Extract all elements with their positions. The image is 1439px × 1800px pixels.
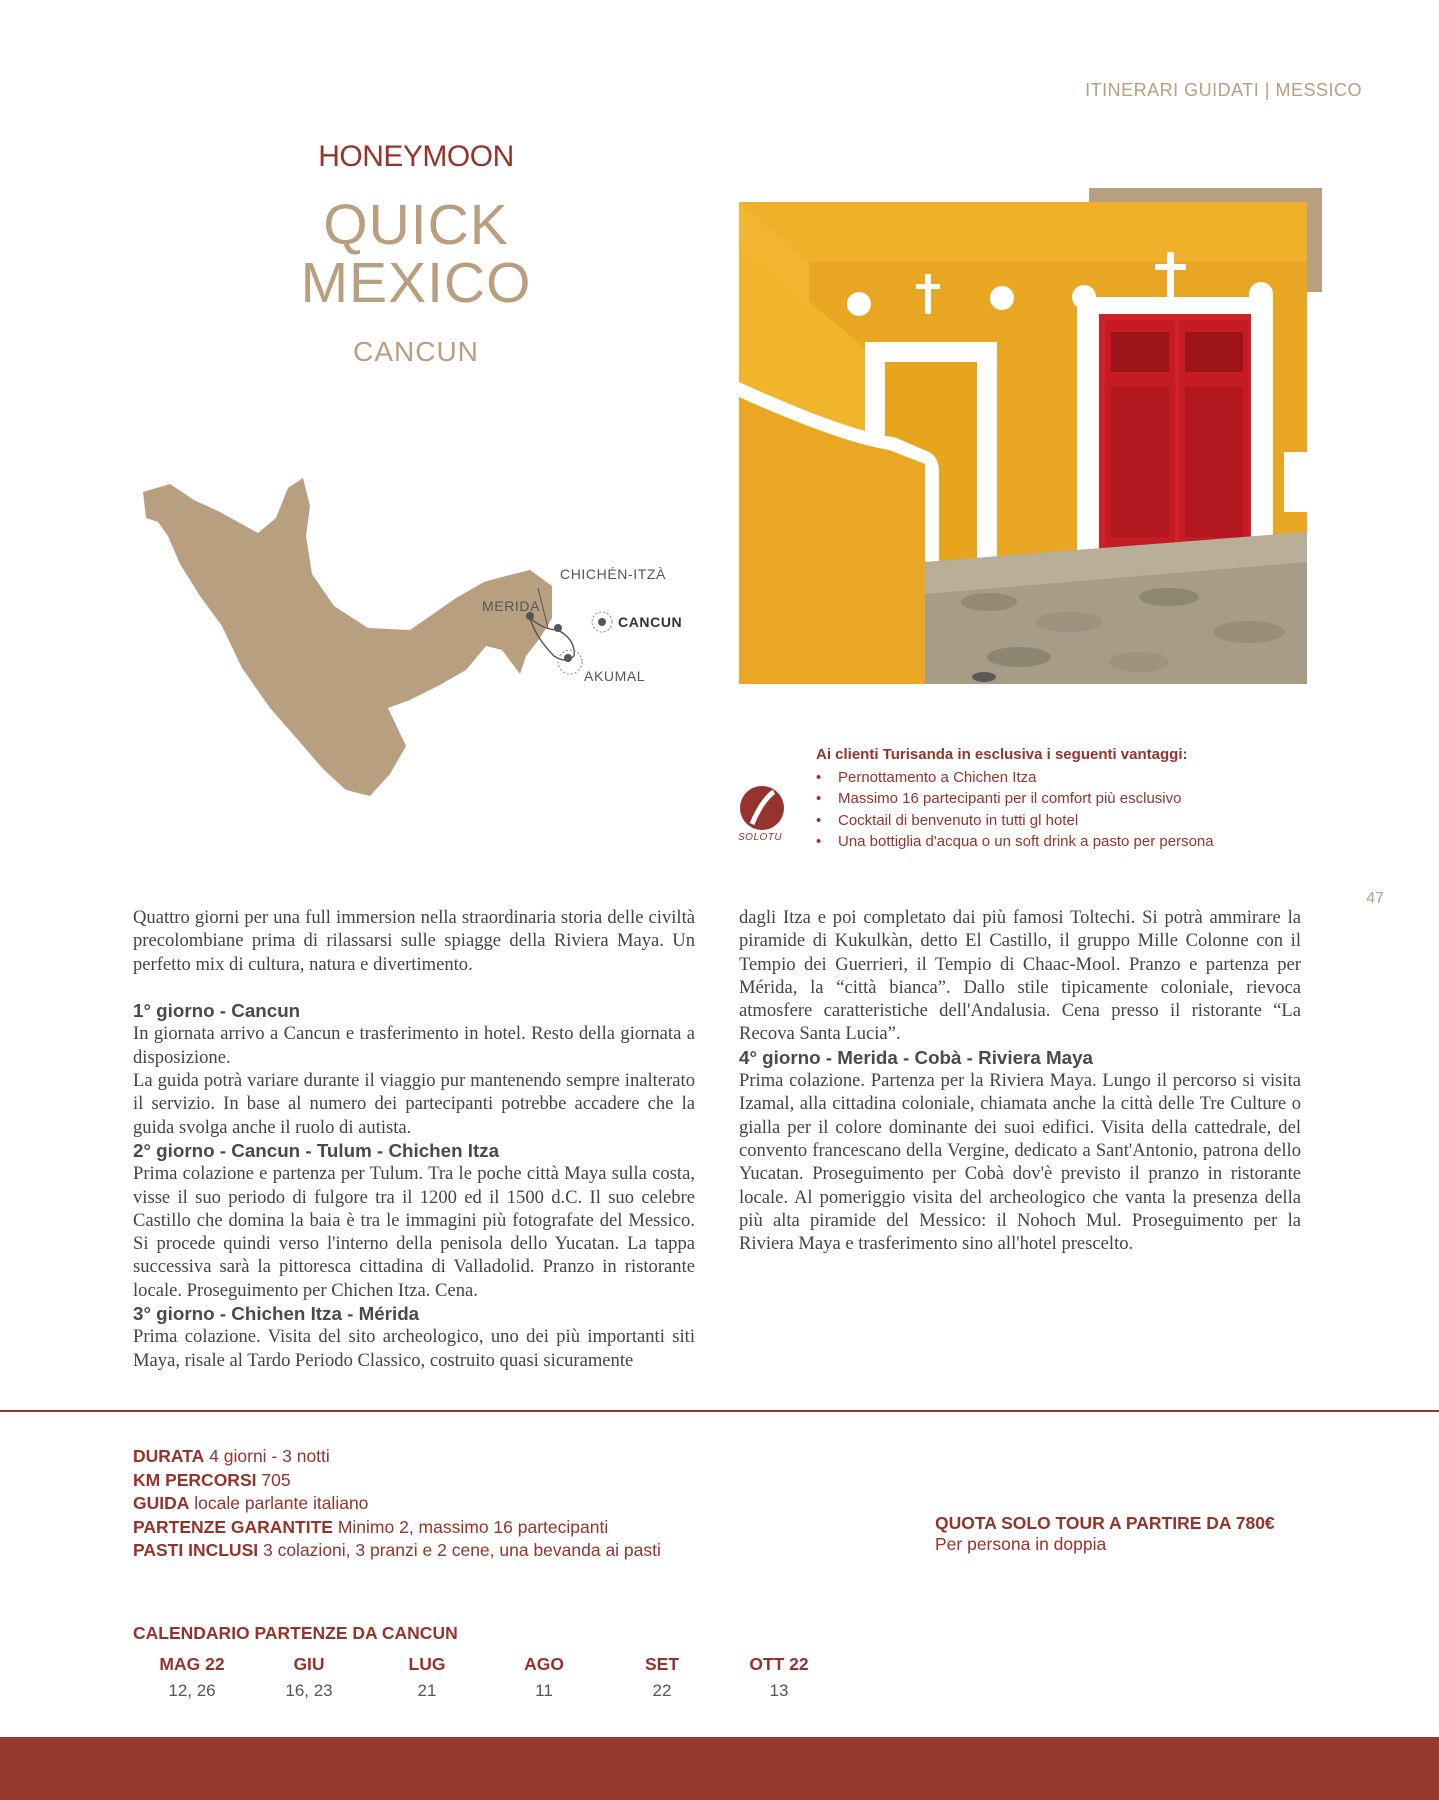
day3-continued: dagli Itza e poi completato dai più famosi Toltechi. Si potrà ammirare la piramide di Kukulkàn, detto El Castillo, il gruppo Mille Colonne con il Tempio dei Guerrieri, il Tempio di Chaac-Mool. Pranzo e partenza per Mérida, la “città bianca”. Dallo stile tipicamente coloniale, rievoca atmosfere caratteristiche dell'Andalusia. Cena presso il ristorante “La Recova Santa Lucia”. — [739, 907, 1301, 1045]
calendar-column: AGO 11 — [524, 1654, 564, 1700]
detail-partenze: PARTENZE GARANTITE Minimo 2, massimo 16 partecipanti — [133, 1516, 609, 1537]
route-map — [138, 478, 698, 798]
detail-guida: GUIDA locale parlante italiano — [133, 1493, 369, 1513]
map-label-cancun: CANCUN — [618, 614, 683, 630]
solotu-text: SOLOTU — [738, 832, 783, 843]
day1-title: 1° giorno - Cancun — [133, 1000, 301, 1022]
calendar-column: SET 22 — [644, 1654, 680, 1700]
day2-title: 2° giorno - Cancun - Tulum - Chichen Itza — [133, 1139, 500, 1161]
mexico-shape — [143, 478, 552, 796]
day3-text: Prima colazione. Visita del sito archeologico, uno dei più importanti siti Maya, risale al Tardo Periodo Classico, costruito quasi sicuramente — [133, 1326, 695, 1371]
day4-text: Prima colazione. Partenza per la Riviera Maya. Lungo il percorso si visita Izamal, alla cittadina coloniale, chiamata anche la città delle Tre Culture o gialla per il colore dominante dei suoi edifici. Visita della cattedrale, del convento francescano della Vergine, dedicato a Sant'Antonio, patrona dello Yucatan. Proseguimento per Cobà dov'è previsto il pranzo in ristorante locale. Al pomeriggio visita del archeologico che vanta la presenza della più alta piramide del Messico: il Nohoch Mul. Proseguimento per la Riviera Maya e trasferimento sino all'hotel prescelto. — [739, 1070, 1301, 1255]
price-note: Per persona in doppia — [935, 1534, 1107, 1554]
day3-title: 3° giorno - Chichen Itza - Mérida — [133, 1303, 420, 1325]
page-number: 47 — [1366, 890, 1384, 907]
advantage-item: • Una bottiglia d'acqua o un soft drink a pasto per persona — [816, 831, 1214, 852]
advantage-item: • Cocktail di benvenuto in tutti gl hotel — [816, 810, 1214, 831]
calendar-column: LUG 21 — [408, 1654, 446, 1700]
page-subtitle: CANCUN — [353, 336, 479, 367]
detail-pasti: PASTI INCLUSI 3 colazioni, 3 pranzi e 2 cene, una bevanda ai pasti — [133, 1540, 661, 1560]
calendar-title: CALENDARIO PARTENZE DA CANCUN — [133, 1623, 458, 1643]
title-line-2: MEXICO — [300, 251, 532, 315]
calendar-column: OTT 22 13 — [749, 1654, 809, 1700]
advantage-item: • Massimo 16 partecipanti per il comfort più esclusivo — [816, 788, 1214, 809]
itinerary-left-column — [133, 906, 695, 1372]
day1-text: In giornata arrivo a Cancun e trasferimento in hotel. Resto della giornata a disposizione. — [133, 1023, 695, 1068]
day1-note: La guida potrà variare durante il viaggio pur mantenendo sempre inalterato il servizio. In base al numero dei partecipanti potrebbe accadere che la guida svolga anche il ruolo di autista. — [133, 1070, 695, 1138]
calendar-column: MAG 22 12, 26 — [159, 1654, 225, 1700]
day4-title: 4° giorno - Merida - Cobà - Riviera Maya — [739, 1046, 1093, 1068]
day2-text: Prima colazione e partenza per Tulum. Tra le poche città Maya sulla costa, visse il suo periodo di fulgore tra il 1200 ed il 1500 d.C. Il suo celebre Castillo che domina la baia è tra le immagini più fotografate del Messico. Si procede quindi verso l'interno della penisola dello Yucatan. La tappa successiva sarà la pittoresca cittadina di Valladolid. Pranzo in ristorante locale. Proseguimento per Chichen Itza. Cena. — [133, 1163, 695, 1301]
itinerary-right-column — [739, 906, 1301, 1255]
title-line-1: QUICK — [323, 193, 509, 257]
page-title — [224, 193, 608, 315]
map-label-akumal: AKUMAL — [584, 668, 646, 684]
map-label-merida: MERIDA — [482, 598, 541, 614]
detail-km: KM PERCORSI 705 — [133, 1469, 291, 1490]
brand-logo: HONEYMOON — [318, 140, 514, 173]
intro-text: Quattro giorni per una full immersion nella straordinaria storia delle civiltà precolombiane prima di rilassarsi sulle spiagge della Riviera Maya. Un perfetto mix di cultura, natura e divertimento. — [133, 907, 695, 975]
solotu-logo — [738, 786, 788, 846]
price-box — [935, 1513, 1275, 1555]
tour-details — [133, 1445, 693, 1563]
hero-photo — [739, 202, 1307, 684]
section-label: ITINERARI GUIDATI | MESSICO — [1085, 80, 1362, 100]
section-divider — [0, 1410, 1439, 1412]
advantages-list — [816, 767, 1214, 852]
price-headline: QUOTA SOLO TOUR A PARTIRE DA 780€ — [935, 1513, 1275, 1533]
advantage-item: • Pernottamento a Chichen Itza — [816, 767, 1214, 788]
advantages-title: Ai clienti Turisanda in esclusiva i seguenti vantaggi: — [816, 746, 1188, 763]
calendar-column: GIU 16, 23 — [285, 1654, 333, 1700]
map-label-chichen: CHICHÉN-ITZÀ — [560, 566, 666, 582]
detail-durata: DURATA 4 giorni - 3 notti — [133, 1446, 330, 1466]
footer-bar — [0, 1737, 1439, 1800]
